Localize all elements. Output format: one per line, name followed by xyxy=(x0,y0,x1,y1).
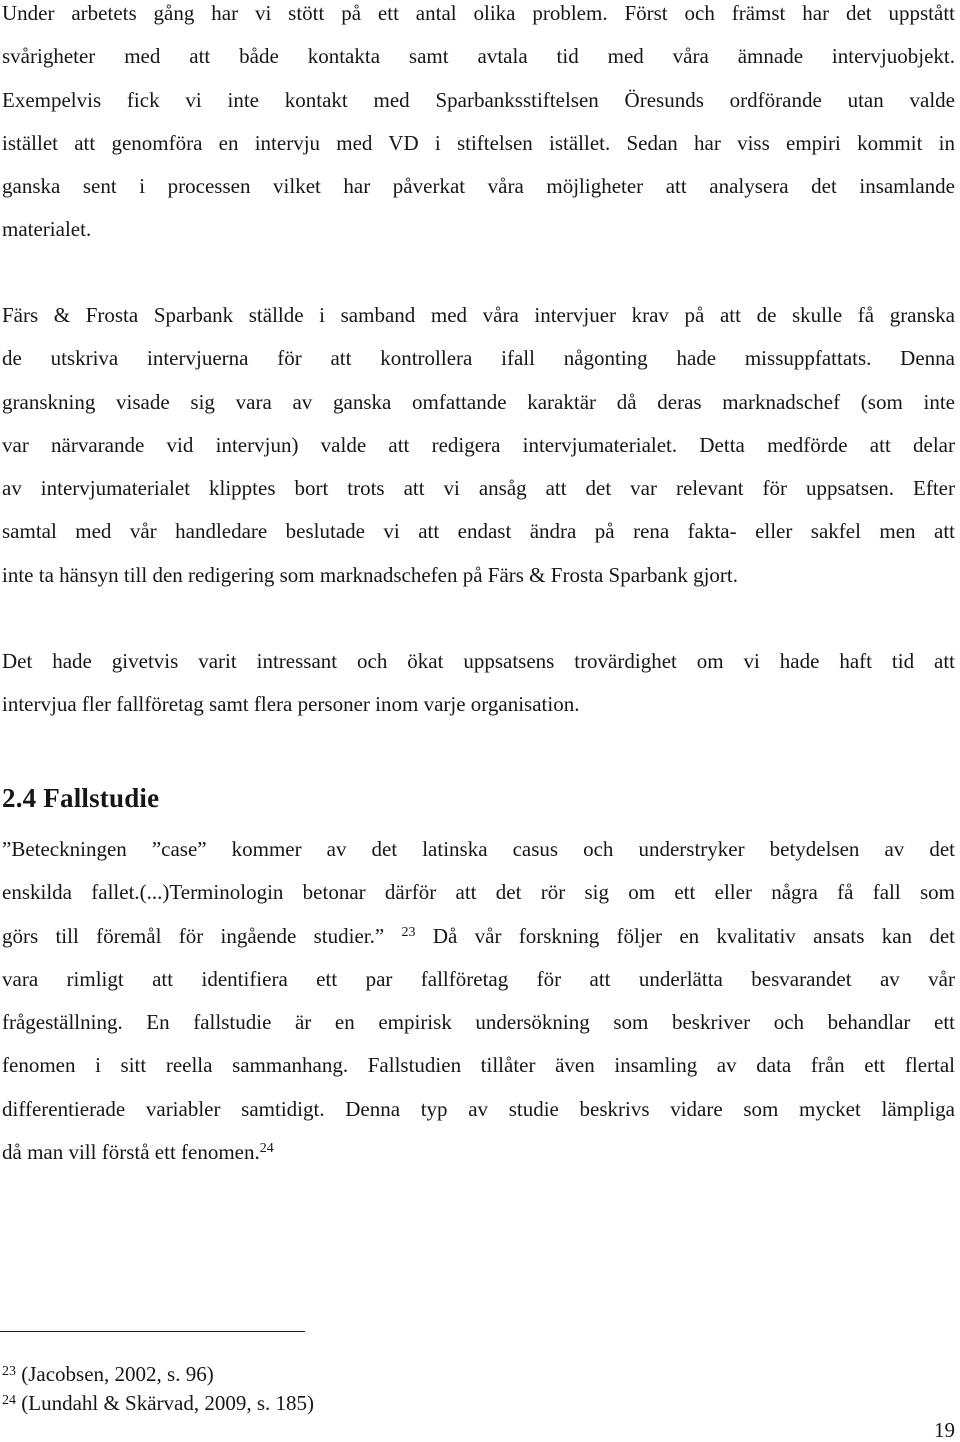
footnote-reference: 23 xyxy=(401,924,416,940)
footnote-number: 24 xyxy=(2,1393,16,1408)
text-line xyxy=(2,1131,955,1174)
footnote-text: (Jacobsen, 2002, s. 96) xyxy=(21,1362,214,1386)
text-line: differentierade variabler samtidigt. Denna typ av studie beskrivs vidare som mycket lämpliga xyxy=(2,1096,955,1121)
text-line: enskilda fallet.(...)Terminologin betonar därför att det rör sig om ett eller några få fall som xyxy=(2,880,955,905)
text-line: svårigheter med att både kontakta samt avtala tid med våra ämnade intervjuobjekt. xyxy=(2,44,955,69)
text-line: ganska sent i processen vilket har påverkat våra möjligheter att analysera det insamlande xyxy=(2,174,955,199)
text-line: intervjua fler fallföretag samt flera personer inom varje organisation. xyxy=(2,692,580,717)
text-line: av intervjumaterialet klipptes bort trots att vi ansåg att det var relevant för uppsatsen. Efter xyxy=(2,476,955,501)
text-line: ”Beteckningen ”case” kommer av det latinska casus och understryker betydelsen av det xyxy=(2,837,955,861)
page-number: 19 xyxy=(934,1418,955,1442)
text-line: Exempelvis fick vi inte kontakt med Sparbanksstiftelsen Öresunds ordförande utan valde xyxy=(2,87,955,112)
text-line: Färs & Frosta Sparbank ställde i samband med våra intervjuer krav på att de skulle få granska xyxy=(2,303,955,327)
text-line: frågeställning. En fallstudie är en empirisk undersökning som beskriver och behandlar ett xyxy=(2,1010,955,1035)
footnote-separator xyxy=(0,1331,305,1332)
paragraph xyxy=(2,640,955,727)
footnote-reference: 24 xyxy=(259,1141,274,1157)
text-line: istället att genomföra en intervju med VD i stiftelsen istället. Sedan har viss empiri kommit in xyxy=(2,130,955,155)
footnote-text: (Lundahl & Skärvad, 2009, s. 185) xyxy=(21,1391,315,1415)
footnote xyxy=(2,1360,702,1389)
text-segment: då man vill förstå ett fenomen. xyxy=(2,1140,260,1165)
text-line: materialet. xyxy=(2,217,92,242)
paragraph xyxy=(2,828,955,1174)
footnotes xyxy=(2,1360,702,1418)
text-line: inte ta hänsyn till den redigering som marknadschefen på Färs & Frosta Sparbank gjort. xyxy=(2,562,738,587)
text-line: fenomen i sitt reella sammanhang. Fallstudien tillåter även insamling av data från ett flertal xyxy=(2,1053,955,1078)
text-line: var närvarande vid intervjun) valde att redigera intervjumaterialet. Detta medförde att delar xyxy=(2,432,955,457)
text-segment: Då vår forskning följer en kvalitativ ansats kan det xyxy=(432,923,955,948)
paragraph xyxy=(2,294,955,597)
text-line: granskning visade sig vara av ganska omfattande karaktär då deras marknadschef (som inte xyxy=(2,389,955,414)
text-segment: görs till föremål för ingående studier.” xyxy=(2,923,385,948)
footnote-number: 23 xyxy=(2,1364,16,1379)
section-heading: 2.4 Fallstudie xyxy=(2,783,160,813)
text-line: samtal med vår handledare beslutade vi att endast ändra på rena fakta- eller sakfel men att xyxy=(2,519,955,544)
text-line: Det hade givetvis varit intressant och ökat uppsatsens trovärdighet om vi hade haft tid att xyxy=(2,649,955,673)
text-line: de utskriva intervjuerna för att kontrollera ifall någonting hade missuppfattats. Denna xyxy=(2,346,955,371)
paragraph xyxy=(2,0,955,252)
text-line xyxy=(2,915,955,958)
footnote xyxy=(2,1389,702,1418)
text-line: Under arbetets gång har vi stött på ett antal olika problem. Först och främst har det uppstått xyxy=(2,1,955,25)
text-line: vara rimligt att identifiera ett par fallföretag för att underlätta besvarandet av vår xyxy=(2,966,955,991)
